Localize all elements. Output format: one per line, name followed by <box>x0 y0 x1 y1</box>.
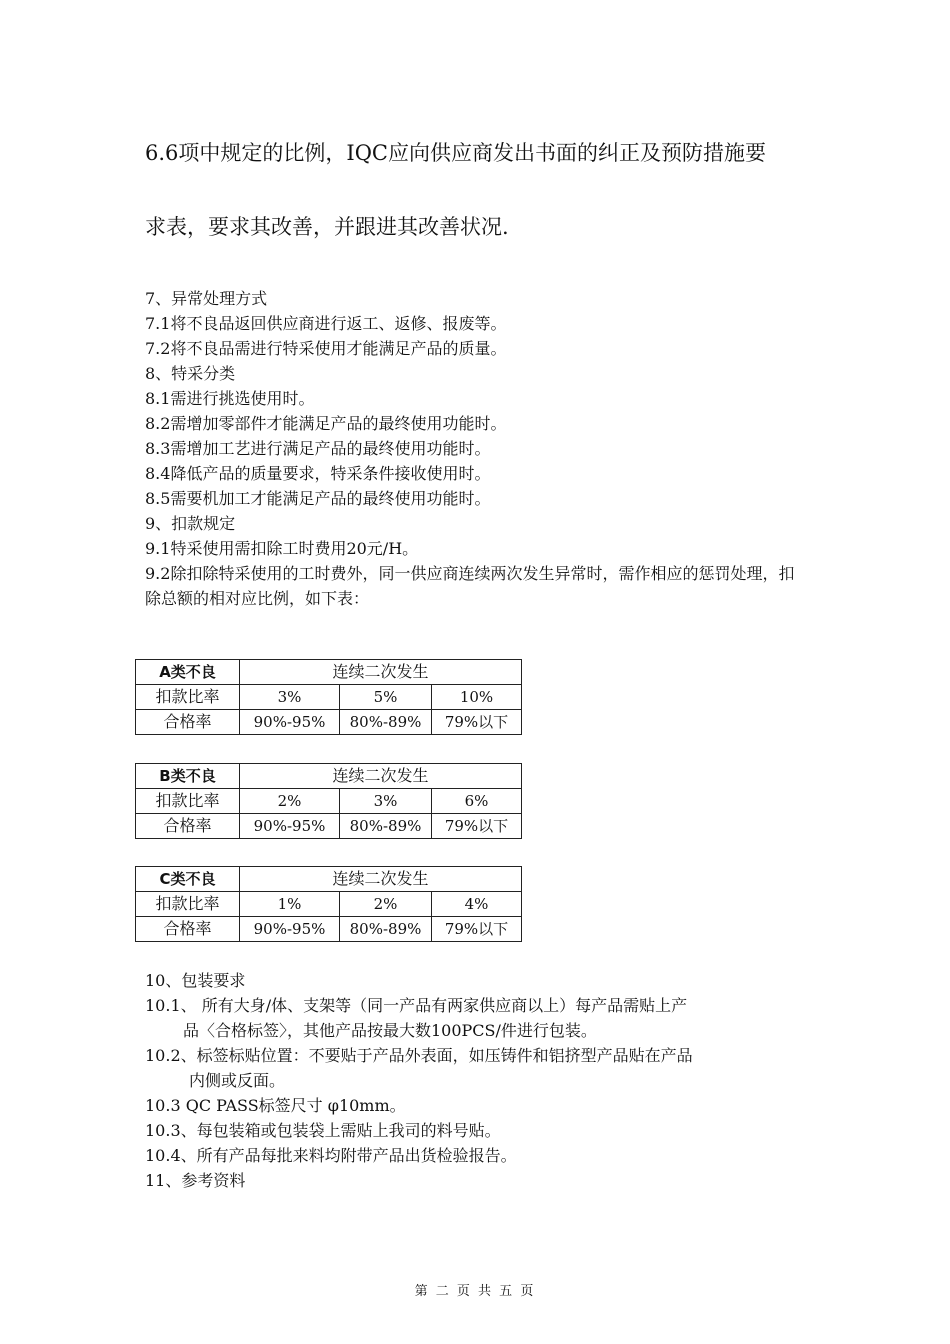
section-9-heading: 9、扣款规定 <box>145 514 236 533</box>
table-b-row1-label: 扣款比率 <box>136 789 240 814</box>
table-b-cell: 80%-89% <box>340 814 432 839</box>
table-b-cell: 6% <box>432 789 522 814</box>
table-c-row1-label: 扣款比率 <box>136 892 240 917</box>
section-8-item-1: 8.1需进行挑选使用时。 <box>145 389 315 408</box>
table-a-row2-label: 合格率 <box>136 710 240 735</box>
table-a-cell: 79%以下 <box>432 710 522 735</box>
section-10-item-1a: 10.1、 所有大身/体、支架等（同一产品有两家供应商以上）每产品需贴上产 <box>145 996 688 1015</box>
section-10-heading: 10、包装要求 <box>145 971 246 990</box>
section-10-item-3: 10.3 QC PASS标签尺寸 φ10mm。 <box>145 1096 406 1115</box>
section-10-item-2b: 内侧或反面。 <box>189 1071 286 1090</box>
table-c-cell: 79%以下 <box>432 917 522 942</box>
page-footer: 第 二 页 共 五 页 <box>414 1284 536 1299</box>
table-b-row2-label: 合格率 <box>136 814 240 839</box>
section-7-item-1: 7.1将不良品返回供应商进行返工、返修、报废等。 <box>145 314 507 333</box>
table-b-cell: 2% <box>240 789 340 814</box>
table-c-cell: 90%-95% <box>240 917 340 942</box>
table-c-cell: 80%-89% <box>340 917 432 942</box>
intro-line-1: 6.6项中规定的比例，IQC应向供应商发出书面的纠正及预防措施要 <box>145 141 766 165</box>
table-a-span-header: 连续二次发生 <box>240 660 522 685</box>
section-10-item-2a: 10.2、标签标贴位置：不要贴于产品外表面，如压铸件和铝挤型产品贴在产品 <box>145 1046 693 1065</box>
section-8-heading: 8、特采分类 <box>145 364 236 383</box>
section-10-item-5: 10.4、所有产品每批来料均附带产品出货检验报告。 <box>145 1146 517 1165</box>
sections-7-9 <box>145 286 815 611</box>
table-b-category: B类不良 <box>136 764 240 789</box>
table-c-cell: 4% <box>432 892 522 917</box>
table-c-category: C类不良 <box>136 867 240 892</box>
section-7-item-2: 7.2将不良品需进行特采使用才能满足产品的质量。 <box>145 339 507 358</box>
intro-line-2: 求表，要求其改善，并跟进其改善状况. <box>145 215 509 239</box>
table-b-cell: 3% <box>340 789 432 814</box>
deduction-table-b <box>135 763 522 839</box>
table-a-category: A类不良 <box>136 660 240 685</box>
section-11-heading: 11、参考资料 <box>145 1171 246 1190</box>
table-a-cell: 10% <box>432 685 522 710</box>
deduction-table-c <box>135 866 522 942</box>
table-c-row2-label: 合格率 <box>136 917 240 942</box>
section-9-item-1: 9.1特采使用需扣除工时费用20元/H。 <box>145 539 419 558</box>
section-10-item-1b: 品〈合格标签〉，其他产品按最大数100PCS/件进行包装。 <box>183 1021 597 1040</box>
section-9-item-2: 9.2除扣除特采使用的工时费外，同一供应商连续两次发生异常时，需作相应的惩罚处理，扣除总额的相对应比例，如下表： <box>145 564 795 608</box>
table-b-span-header: 连续二次发生 <box>240 764 522 789</box>
table-b-cell: 79%以下 <box>432 814 522 839</box>
section-10-item-4: 10.3、每包装箱或包装袋上需贴上我司的料号贴。 <box>145 1121 501 1140</box>
table-c-cell: 1% <box>240 892 340 917</box>
table-a-cell: 3% <box>240 685 340 710</box>
table-c-span-header: 连续二次发生 <box>240 867 522 892</box>
table-b-cell: 90%-95% <box>240 814 340 839</box>
table-a-cell: 90%-95% <box>240 710 340 735</box>
table-a-cell: 5% <box>340 685 432 710</box>
section-8-item-2: 8.2需增加零部件才能满足产品的最终使用功能时。 <box>145 414 507 433</box>
section-8-item-3: 8.3需增加工艺进行满足产品的最终使用功能时。 <box>145 439 491 458</box>
section-8-item-5: 8.5需要机加工才能满足产品的最终使用功能时。 <box>145 489 491 508</box>
table-a-row1-label: 扣款比率 <box>136 685 240 710</box>
section-8-item-4: 8.4降低产品的质量要求，特采条件接收使用时。 <box>145 464 491 483</box>
table-c-cell: 2% <box>340 892 432 917</box>
sections-10-11 <box>145 968 815 1193</box>
section-7-heading: 7、异常处理方式 <box>145 289 268 308</box>
table-a-cell: 80%-89% <box>340 710 432 735</box>
deduction-table-a <box>135 659 522 735</box>
